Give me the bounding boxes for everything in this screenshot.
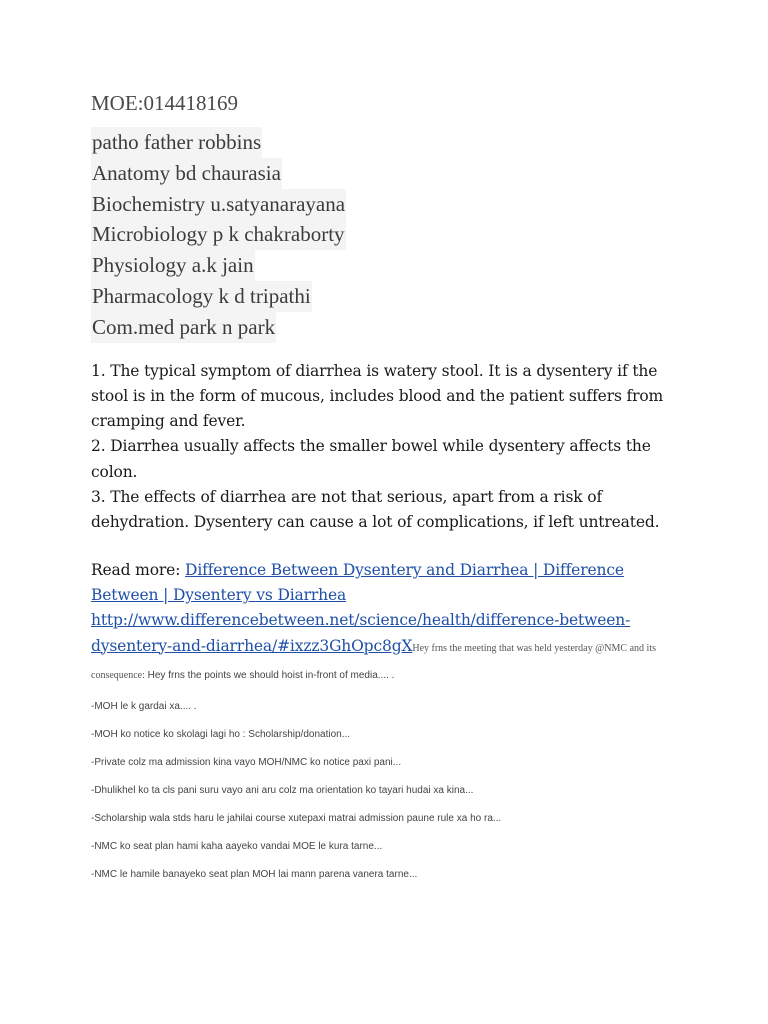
read-more-label: Read more: xyxy=(91,560,186,579)
media-point-item: -NMC ko seat plan hami kaha aayeko vandai MOE le kura tarne... xyxy=(91,841,383,853)
media-point-item: -NMC le hamile banayeko seat plan MOH lai mann parena vanera tarne... xyxy=(91,869,418,881)
article-url-link[interactable]: http://www.differencebetween.net/science/health/difference-between-dysentery-and-diarrhea/#ixzz3GhOpc8gX xyxy=(91,611,631,655)
book-item: Anatomy bd chaurasia xyxy=(91,158,282,189)
media-point-item: -MOH ko notice ko skolagi lagi ho : Scholarship/donation... xyxy=(91,729,351,741)
media-point-item: -MOH le k gardai xa.... . xyxy=(91,701,197,713)
book-item: Physiology a.k jain xyxy=(91,250,255,281)
moe-number: MOE:014418169 xyxy=(91,91,238,115)
media-point-item: -Private colz ma admission kina vayo MOH/NMC ko notice paxi pani... xyxy=(91,757,402,769)
book-item: Microbiology p k chakraborty xyxy=(91,219,346,250)
difference-points xyxy=(91,359,691,536)
document-page xyxy=(91,88,691,882)
book-item: Com.med park n park xyxy=(91,312,276,343)
point-item: 3. The effects of diarrhea are not that serious, apart from a risk of dehydration. Dysentery can cause a lot of complications, if left untreated. xyxy=(91,488,660,532)
media-point-item: -Dhulikhel ko ta cls pani suru vayo ani aru colz ma orientation ko tayari hudai xa kina... xyxy=(91,785,474,797)
book-item: Pharmacology k d tripathi xyxy=(91,281,312,312)
article-title-link[interactable]: Difference Between Dysentery and Diarrhea | Difference Between | Dysentery vs Diarrhea xyxy=(91,560,624,604)
book-list xyxy=(91,127,691,343)
read-more-paragraph xyxy=(91,558,691,688)
point-item: 1. The typical symptom of diarrhea is watery stool. It is a dysentery if the stool is in the form of mucous, includes blood and the patient suffers from cramping and fever. xyxy=(91,361,664,431)
media-points-intro: Hey frns the points we should hoist in-front of media.... . xyxy=(144,669,395,681)
book-item: Biochemistry u.satyanarayana xyxy=(91,189,346,220)
meeting-intro-text: Hey frns the meeting that was held yesterday @NMC and its consequence: xyxy=(91,642,656,681)
media-point-item: -Scholarship wala stds haru le jahilai course xutepaxi matrai admission paune rule xa ho ra... xyxy=(91,813,502,825)
media-points-list xyxy=(91,700,691,882)
point-item: 2. Diarrhea usually affects the smaller bowel while dysentery affects the colon. xyxy=(91,437,651,481)
book-item: patho father robbins xyxy=(91,127,262,158)
